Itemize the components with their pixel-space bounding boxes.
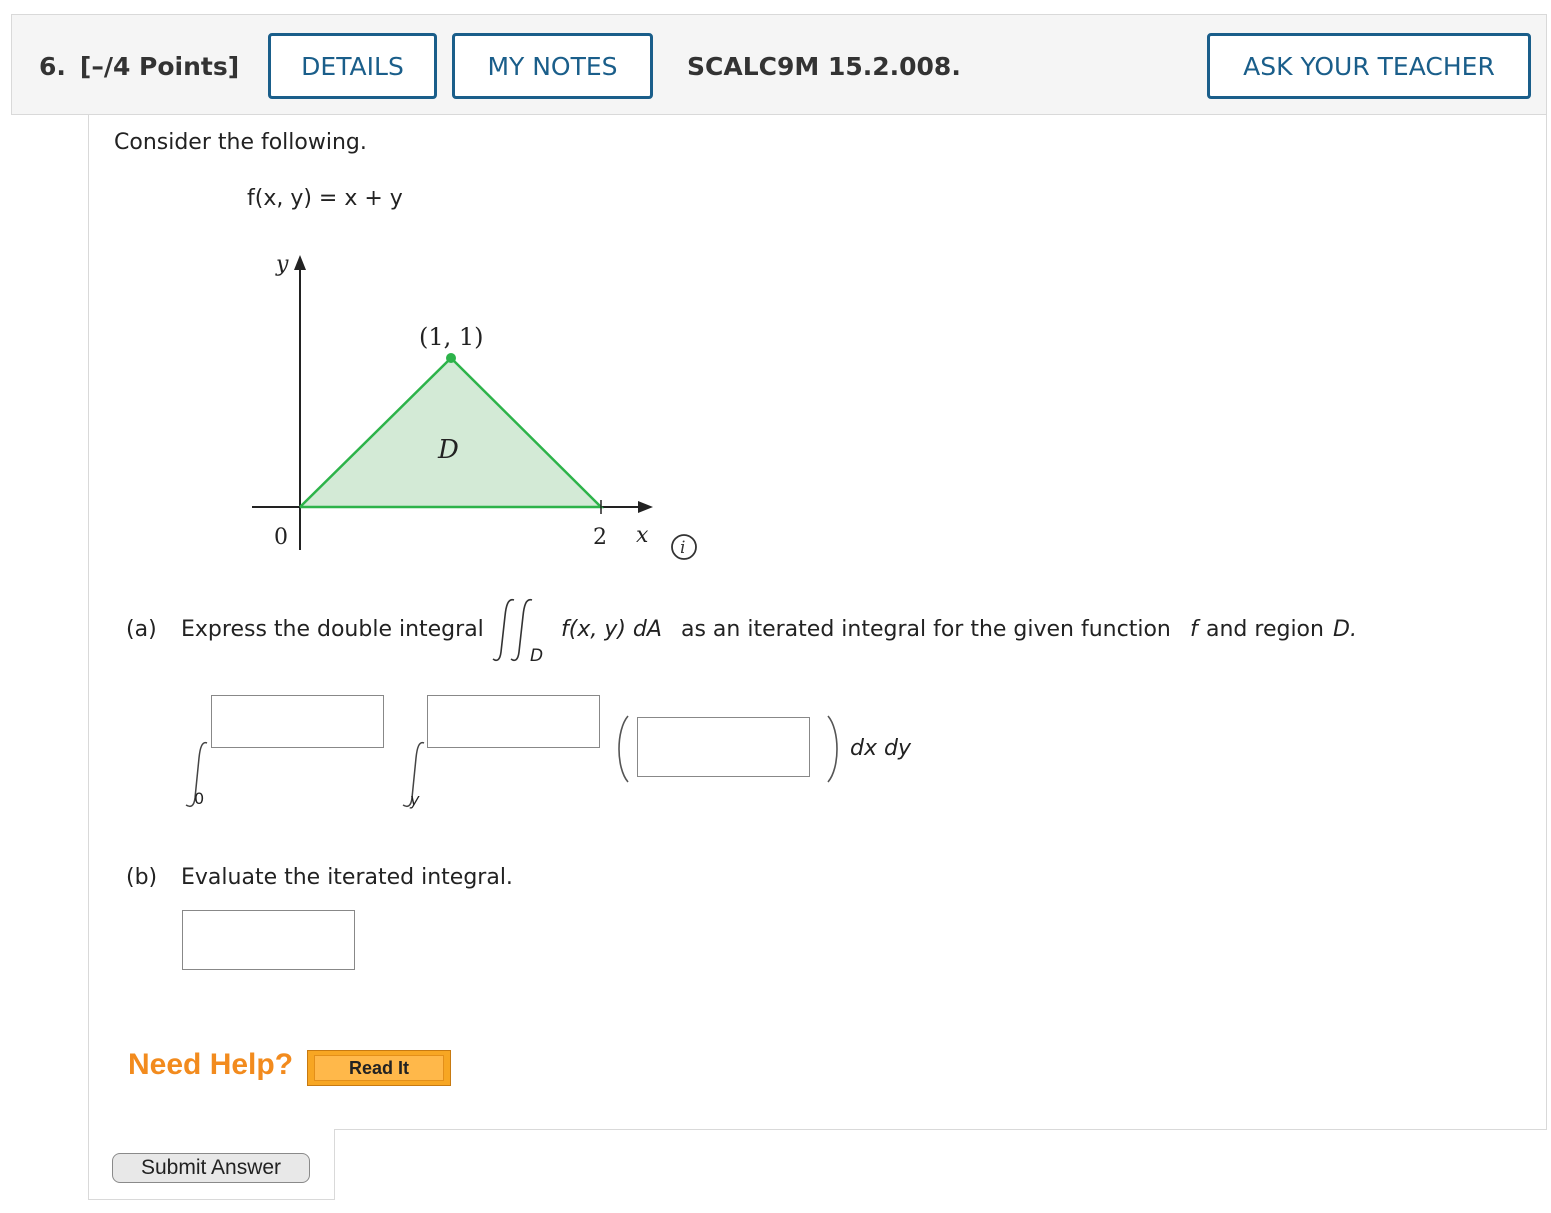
part-a-text-after: as an iterated integral for the given function (681, 617, 1171, 642)
y-axis-label: y (276, 252, 289, 277)
part-b-answer-input[interactable] (182, 910, 355, 970)
x-axis-arrow (638, 501, 653, 513)
outer-upper-limit-input[interactable] (211, 695, 384, 748)
submit-answer-button[interactable]: Submit Answer (112, 1153, 310, 1183)
points-label: [–/4 Points] (79, 52, 240, 81)
integrand-input[interactable] (637, 717, 810, 777)
outer-lower-limit: 0 (194, 789, 205, 808)
svg-text:i: i (680, 538, 686, 558)
x-tick-label: 2 (593, 525, 607, 550)
x-axis-label: x (636, 523, 649, 548)
region-d-fill (300, 358, 601, 507)
origin-label: 0 (274, 525, 288, 550)
left-paren (612, 714, 632, 784)
vertex-point (446, 353, 456, 363)
my-notes-button[interactable]: MY NOTES (452, 33, 653, 99)
details-button[interactable]: DETAILS (268, 33, 437, 99)
part-a-text-before: Express the double integral (181, 617, 484, 642)
integral-subscript: D (530, 646, 544, 666)
differentials: dx dy (850, 736, 911, 761)
part-a-var-f: f (1190, 617, 1198, 642)
part-a-integrand-text: f(x, y) dA (561, 617, 662, 642)
ask-teacher-button[interactable]: ASK YOUR TEACHER (1207, 33, 1531, 99)
read-it-button[interactable] (307, 1050, 451, 1086)
problem-code: SCALC9M 15.2.008. (687, 52, 961, 81)
part-b-text: Evaluate the iterated integral. (181, 865, 513, 890)
vertex-label: (1, 1) (419, 323, 484, 351)
part-a-text-after-2: and region (1206, 617, 1324, 642)
region-graph (240, 245, 670, 560)
y-axis-arrow (294, 255, 306, 270)
question-title (39, 52, 239, 81)
right-paren (824, 714, 844, 784)
info-icon[interactable] (670, 533, 698, 561)
intro-text: Consider the following. (114, 130, 367, 155)
inner-upper-limit-input[interactable] (427, 695, 600, 748)
region-label: D (438, 435, 459, 465)
inner-lower-limit: y (410, 790, 420, 809)
read-it-label: Read It (314, 1055, 444, 1081)
part-a-label: (a) (126, 617, 157, 642)
function-definition: f(x, y) = x + y (247, 186, 403, 211)
part-a-var-d: D. (1333, 617, 1357, 642)
need-help-label: Need Help? (128, 1048, 294, 1081)
question-header (11, 14, 1547, 115)
part-b-label: (b) (126, 865, 158, 890)
question-number: 6. (39, 52, 66, 81)
